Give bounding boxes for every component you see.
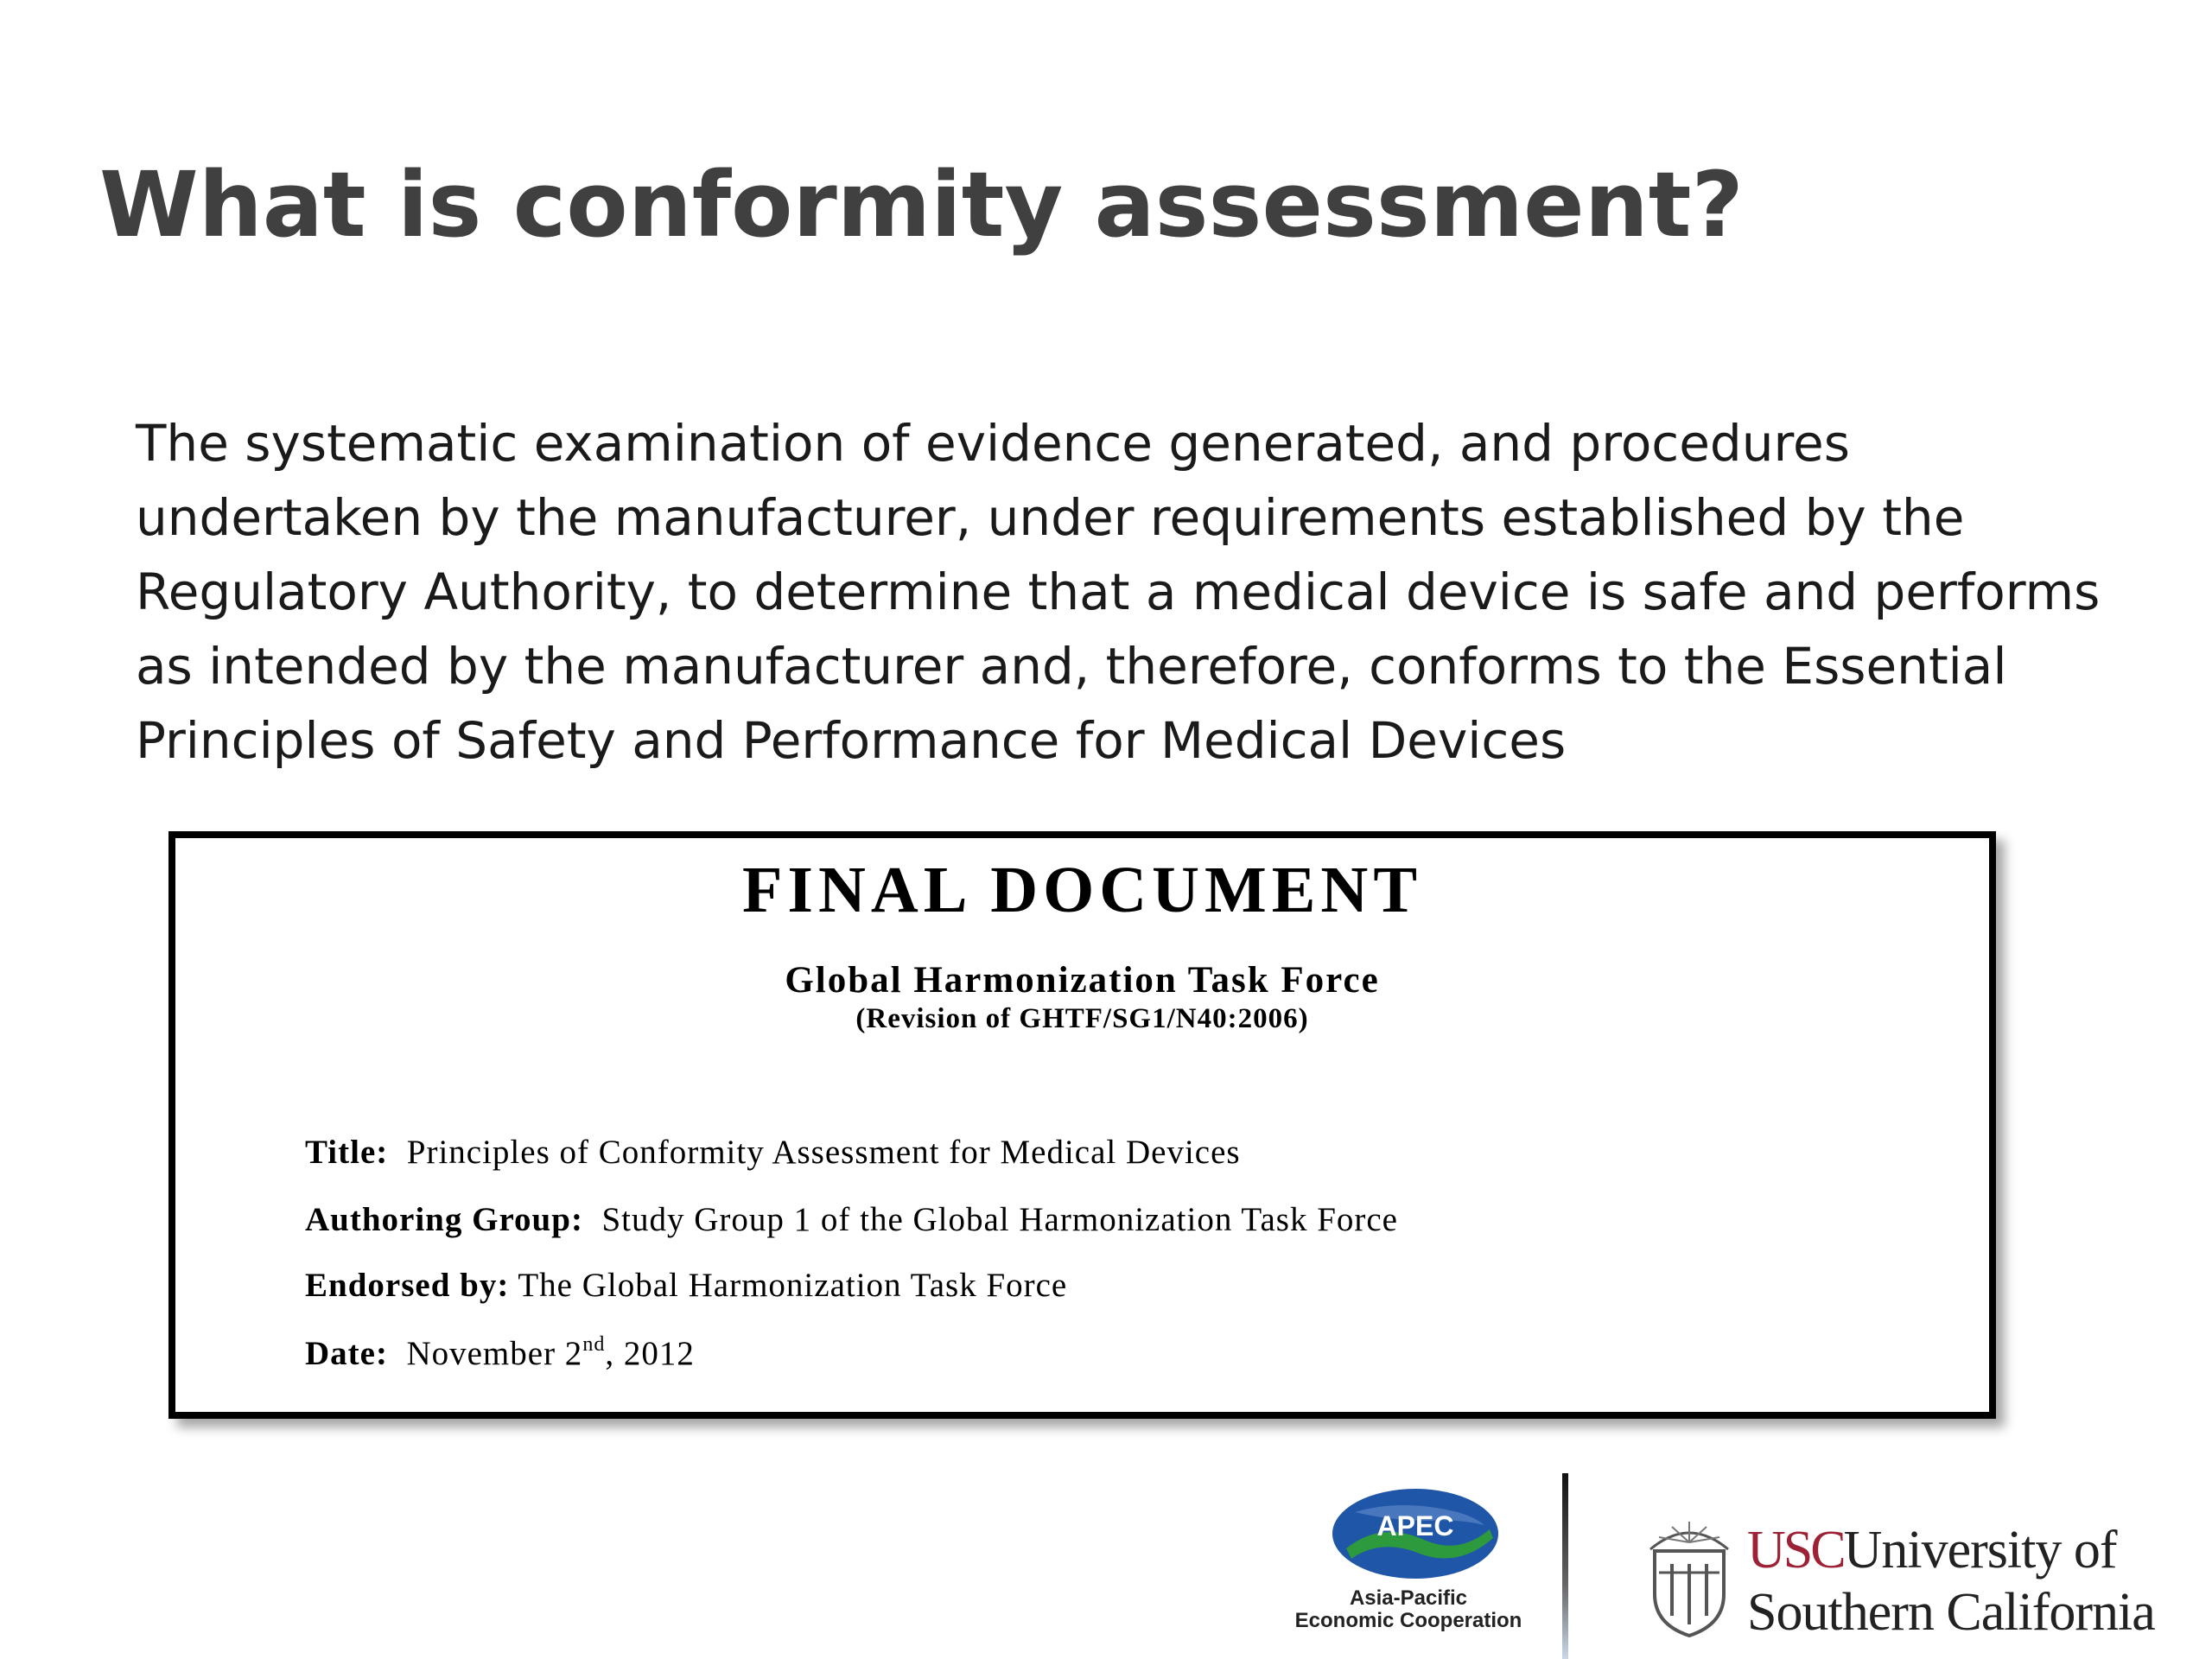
date-rest: , 2012 bbox=[605, 1335, 695, 1372]
title-label: Title: bbox=[305, 1134, 389, 1171]
apec-label-line1: Asia-Pacific bbox=[1349, 1586, 1468, 1610]
endorsed-by-field bbox=[305, 1268, 1067, 1302]
usc-seal-icon bbox=[1642, 1516, 1737, 1637]
endorsed-label: Endorsed by: bbox=[305, 1267, 510, 1304]
apec-logo bbox=[1279, 1486, 1538, 1650]
authoring-value: Study Group 1 of the Global Harmonization Task Force bbox=[601, 1201, 1398, 1238]
document-excerpt bbox=[168, 831, 1996, 1419]
title-value: Principles of Conformity Assessment for Medical Devices bbox=[406, 1134, 1241, 1171]
usc-logo bbox=[1642, 1516, 2195, 1646]
date-label: Date: bbox=[305, 1335, 388, 1372]
usc-wordmark: USC bbox=[1747, 1521, 1844, 1580]
logo-divider bbox=[1562, 1473, 1568, 1659]
document-heading: FINAL DOCUMENT bbox=[741, 854, 1423, 926]
document-title-field bbox=[305, 1135, 1241, 1169]
definition-text: The systematic examination of evidence generated, and procedures undertaken by the manufacturer, under requirements established by the Regulatory Authority, to determine that a medical device is safe and performs as intended by the manufacturer and, therefore, conforms to the Essential Principles of Safety and Performance for Medical Devices bbox=[136, 414, 2101, 770]
apec-label-line2: Economic Cooperation bbox=[1294, 1609, 1522, 1632]
authoring-group-field bbox=[305, 1203, 1398, 1236]
usc-name-line1 bbox=[1747, 1521, 2117, 1580]
date-prefix: November 2 bbox=[406, 1335, 583, 1372]
usc-name-line2: Southern California bbox=[1747, 1583, 2155, 1642]
apec-wordmark: APEC bbox=[1376, 1510, 1454, 1541]
endorsed-value: The Global Harmonization Task Force bbox=[518, 1267, 1068, 1304]
authoring-label: Authoring Group: bbox=[305, 1201, 583, 1238]
date-field bbox=[305, 1334, 695, 1370]
document-organization: Global Harmonization Task Force bbox=[785, 960, 1380, 1001]
slide-title: What is conformity assessment? bbox=[99, 152, 1744, 257]
document-revision: (Revision of GHTF/SG1/N40:2006) bbox=[855, 1003, 1309, 1034]
date-value bbox=[406, 1335, 694, 1372]
usc-line1-text: University of bbox=[1843, 1521, 2117, 1580]
date-ordinal-suffix: nd bbox=[582, 1333, 606, 1356]
